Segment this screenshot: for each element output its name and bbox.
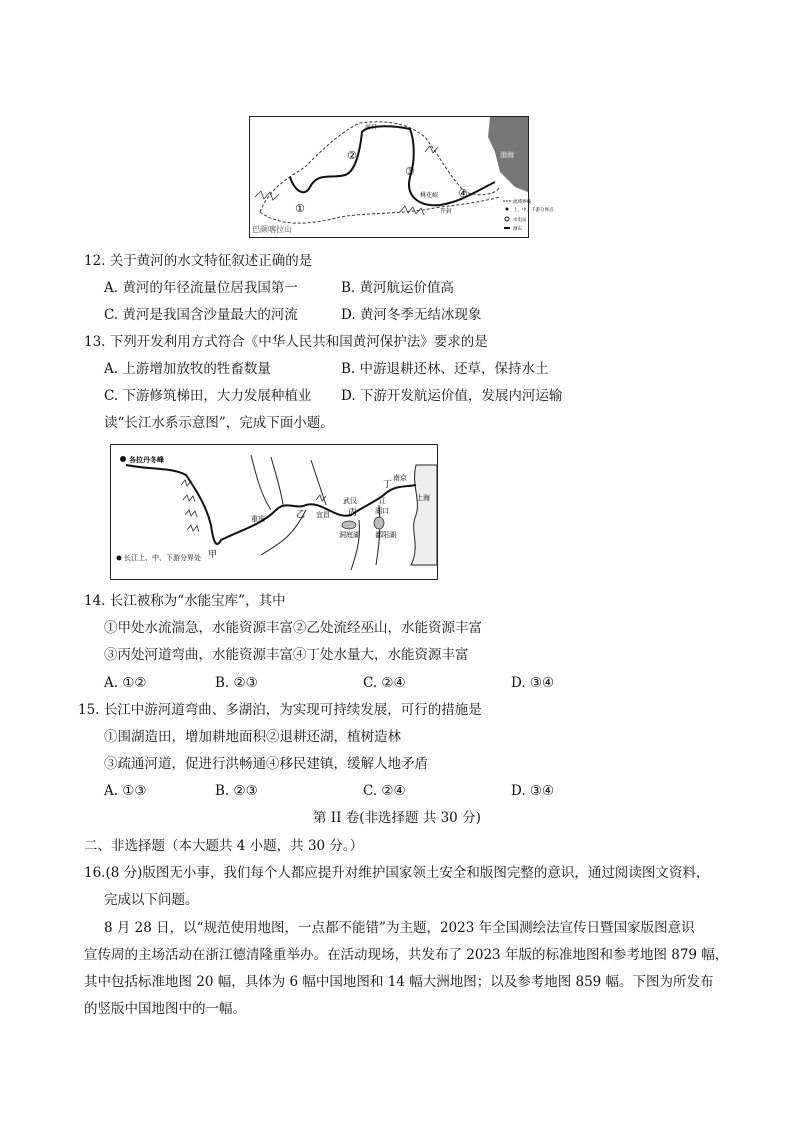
city-nanjing: 南京 [393, 474, 407, 482]
q13-option-b[interactable]: B. 中游退耕还林、还草，保持水土 [341, 361, 549, 377]
peak-label: 各拉丹冬峰 [129, 456, 164, 464]
q15-option-a[interactable]: A. ①③ [104, 783, 147, 799]
q14-statement-2: ③丙处河道弯曲，水能资源丰富④丁处水量大，水能资源丰富 [104, 647, 469, 663]
q16-paragraph-2: 宣传周的主场活动在浙江德清隆重举办。在活动现场，共发布了 2023 年版的标准地图和参考地图 879 幅， [84, 947, 729, 963]
q15-option-b[interactable]: B. ②③ [215, 783, 258, 799]
part2-title: 第 II 卷(非选择题 共 30 分) [313, 810, 481, 826]
city-yichang: 宜昌 [316, 511, 330, 519]
marker-ding: 丁 [383, 480, 393, 490]
city-label-1: 桃花峪 [420, 192, 439, 199]
q12-option-d[interactable]: D. 黄河冬季无结冰现象 [341, 307, 482, 323]
q13-stem: 13. 下列开发利用方式符合《中华人民共和国黄河保护法》要求的是 [84, 334, 488, 350]
marker-4: ④ [458, 187, 468, 200]
city-chongqing: 重庆 [251, 515, 265, 523]
q12-option-c[interactable]: C. 黄河是我国含沙量最大的河流 [104, 307, 298, 323]
yellow-river-map-drawing [250, 117, 554, 237]
city-wuhan: 武汉 [343, 497, 357, 505]
legend-item-division: 上、中、下游分界点 [513, 208, 554, 213]
q13-option-a[interactable]: A. 上游增加放牧的牲畜数量 [104, 361, 271, 377]
marker-3: ③ [405, 165, 415, 178]
q14-statement-1: ①甲处水流湍急，水能资源丰富②乙处流经巫山，水能资源丰富 [104, 620, 482, 636]
q16-line-1: 16.(8 分)版图无小事，我们每个人都应提升对维护国家领土安全和版图完整的意识，通过阅读图文资料， [84, 865, 710, 881]
marker-yi: 乙 [296, 510, 306, 520]
yangtze-river-map-drawing [111, 445, 437, 579]
marker-jia: 甲 [208, 550, 218, 560]
marker-2: ② [347, 149, 357, 162]
legend-item-hydropower: 水电站 [513, 218, 527, 223]
map2-legend: 长江上、中、下游分界处 [124, 554, 201, 562]
q14-option-a[interactable]: A. ①② [104, 675, 147, 691]
top-label: 河口 [365, 124, 378, 131]
q15-option-d[interactable]: D. ③④ [511, 783, 555, 799]
q14-option-b[interactable]: B. ②③ [215, 675, 258, 691]
q15-stem: 15. 长江中游河道弯曲、多湖泊，为实现可持续发展，可行的措施是 [78, 702, 482, 718]
q14-stem: 14. 长江被称为“水能宝库”，其中 [84, 593, 286, 609]
q16-line-2: 完成以下问题。 [104, 892, 199, 908]
q16-paragraph-4: 的竖版中国地图中的一幅。 [84, 1001, 246, 1017]
lake-dongting: 洞庭湖 [339, 531, 360, 539]
map1-legend [503, 198, 554, 232]
legend-item-waterfall: 瀑布 [513, 227, 522, 232]
river-label-jiang: 江 [379, 497, 386, 505]
mountain-label: 巴颜喀拉山 [252, 225, 292, 234]
q12-stem: 12. 关于黄河的水文特征叙述正确的是 [84, 253, 313, 269]
yellow-river-map [249, 116, 554, 238]
sea-label: 渤海 [500, 151, 514, 159]
lake-poyang: 鄱阳湖 [375, 531, 396, 539]
marker-1: ① [295, 202, 305, 215]
legend-item-boundary: 流域界线 [513, 200, 531, 205]
place-hukou: 湖口 [375, 507, 389, 515]
city-shanghai: 上海 [416, 494, 430, 502]
q16-paragraph-1: 8 月 28 日，以“规范使用地图，一点都不能错”为主题，2023 年全国测绘法宣传日暨国家版图意识 [104, 920, 695, 936]
marker-bing: 丙 [348, 508, 358, 518]
yangtze-river-map [110, 444, 438, 580]
city-label-2: 开封 [440, 208, 453, 215]
q13-option-d[interactable]: D. 下游开发航运价值，发展内河运输 [341, 388, 563, 404]
q15-statement-2: ③疏通河道，促进行洪畅通④移民建镇，缓解人地矛盾 [104, 756, 428, 772]
q14-option-c[interactable]: C. ②④ [363, 675, 406, 691]
q13-option-c[interactable]: C. 下游修筑梯田，大力发展种植业 [104, 388, 312, 404]
q14-option-d[interactable]: D. ③④ [511, 675, 555, 691]
q15-statement-1: ①围湖造田，增加耕地面积②退耕还湖，植树造林 [104, 729, 401, 745]
q15-option-c[interactable]: C. ②④ [363, 783, 406, 799]
section2-heading: 二、非选择题（本大题共 4 小题，共 30 分。） [84, 838, 364, 854]
q12-option-b[interactable]: B. 黄河航运价值高 [341, 280, 455, 296]
q12-option-a[interactable]: A. 黄河的年径流量位居我国第一 [104, 280, 298, 296]
map2-intro: 读“长江水系示意图”，完成下面小题。 [104, 415, 334, 431]
q16-paragraph-3: 其中包括标准地图 20 幅，具体为 6 幅中国地图和 14 幅大洲地图；以及参考地图 859 幅。下图为所发布 [84, 974, 714, 990]
